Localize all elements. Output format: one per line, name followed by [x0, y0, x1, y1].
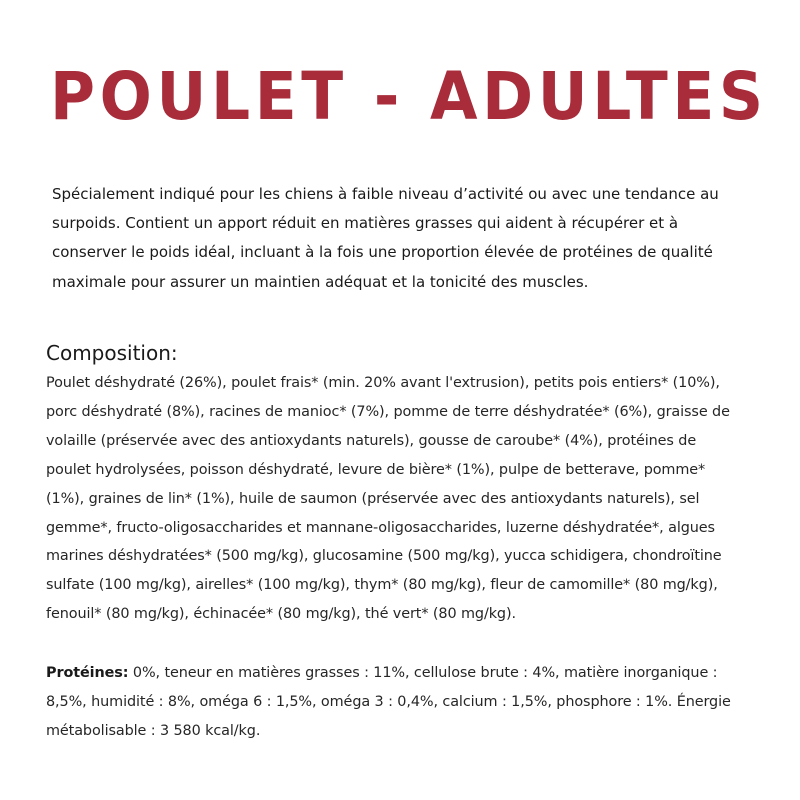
analysis-line: métabolisable : 3 580 kcal/kg.	[46, 723, 261, 739]
composition-line: poulet hydrolysées, poisson déshydraté, levure de bière* (1%), pulpe de betterave, pomme*	[46, 461, 706, 478]
composition-line: Poulet déshydraté (26%), poulet frais* (min. 20% avant l'extrusion), petits pois entiers* (10%),	[46, 375, 720, 391]
analytical-constituents	[46, 659, 786, 746]
composition-line: volaille (préservée avec des antioxydants naturels), gousse de caroube* (4%), protéines de	[46, 432, 697, 449]
composition-text	[46, 369, 786, 629]
composition-line: porc déshydraté (8%), racines de manioc* (7%), pomme de terre déshydratée* (6%), graisse de	[46, 403, 730, 420]
composition-line: sulfate (100 mg/kg), airelles* (100 mg/kg), thym* (80 mg/kg), fleur de camomille* (80 mg/kg),	[46, 577, 718, 594]
analysis-line	[46, 659, 786, 688]
composition-line: gemme*, fructo-oligosaccharides et mannane-oligosaccharides, luzerne déshydratée*, algues	[46, 519, 715, 536]
analysis-text: 0%, teneur en matières grasses : 11%, cellulose brute : 4%, matière inorganique :	[128, 665, 718, 681]
analysis-label: Protéines:	[46, 665, 129, 681]
description-line: surpoids. Contient un apport réduit en matières grasses qui aident à récupérer et à	[52, 214, 679, 233]
description-line: maximale pour assurer un maintien adéquat et la tonicité des muscles.	[52, 272, 589, 291]
composition-line: fenouil* (80 mg/kg), échinacée* (80 mg/kg), thé vert* (80 mg/kg).	[46, 606, 516, 623]
product-description	[52, 180, 782, 297]
composition-heading: Composition:	[46, 341, 178, 365]
composition-line: marines déshydratées* (500 mg/kg), glucosamine (500 mg/kg), yucca schidigera, chondroïtine	[46, 548, 722, 565]
analysis-line: 8,5%, humidité : 8%, oméga 6 : 1,5%, oméga 3 : 0,4%, calcium : 1,5%, phosphore : 1%. Énergie	[46, 694, 731, 710]
description-line: conserver le poids idéal, incluant à la fois une proportion élevée de protéines de qualité	[52, 243, 713, 262]
composition-line: (1%), graines de lin* (1%), huile de saumon (préservée avec des antioxydants naturels), sel	[46, 490, 700, 507]
page-title: POULET - ADULTES	[50, 58, 768, 135]
description-line: Spécialement indiqué pour les chiens à faible niveau d’activité ou avec une tendance au	[52, 185, 719, 203]
